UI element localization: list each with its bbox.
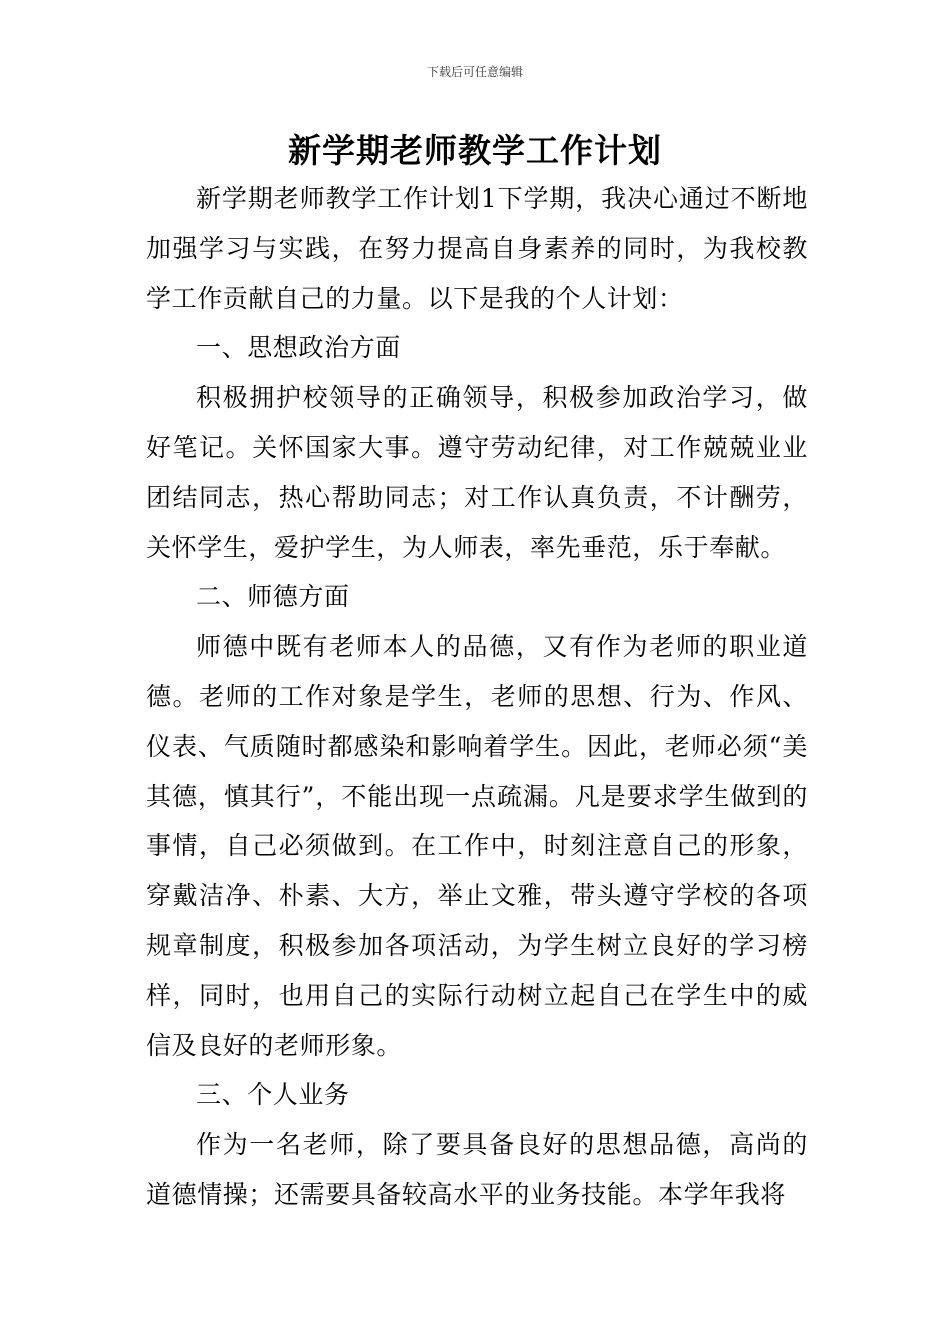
paragraph-ethics: 师德中既有老师本人的品德，又有作为老师的职业道德。老师的工作对象是学生，老师的思想、行为、作风、仪表、气质随时都感染和影响着学生。因此，老师必须“美其德，慎其行”，不能出现一点疏漏。凡是要求学生做到的事情，自己必须做到。在工作中，时刻注意自己的形象，穿戴洁净、朴素、大方，举止文雅，带头遵守学校的各项规章制度，积极参加各项活动，为学生树立良好的学习榜样，同时，也用自己的实际行动树立起自己在学生中的威信及良好的老师形象。 — [146, 632, 808, 1060]
header-note: 下载后可任意编辑 — [426, 65, 523, 79]
paragraph-intro: 新学期老师教学工作计划1下学期，我决心通过不断地加强学习与实践，在努力提高自身素养的同时，为我校教学工作贡献自己的力量。以下是我的个人计划： — [146, 184, 808, 313]
section-heading-professional: 三、个人业务 — [196, 1080, 350, 1110]
paragraph-ideology: 积极拥护校领导的正确领导，积极参加政治学习，做好笔记。关怀国家大事。遵守劳动纪律，对工作兢兢业业团结同志，热心帮助同志；对工作认真负责，不计酬劳，关怀学生，爱护学生，为人师表，率先垂范，乐于奉献。 — [146, 383, 808, 562]
document-title: 新学期老师教学工作计划 — [288, 131, 662, 170]
section-heading-ethics: 二、师德方面 — [196, 582, 350, 612]
section-heading-ideology: 一、思想政治方面 — [196, 333, 401, 363]
document-body — [146, 174, 808, 1220]
paragraph-professional: 作为一名老师，除了要具备良好的思想品德，高尚的道德情操；还需要具备较高水平的业务技能。本学年我将 — [146, 1130, 808, 1209]
